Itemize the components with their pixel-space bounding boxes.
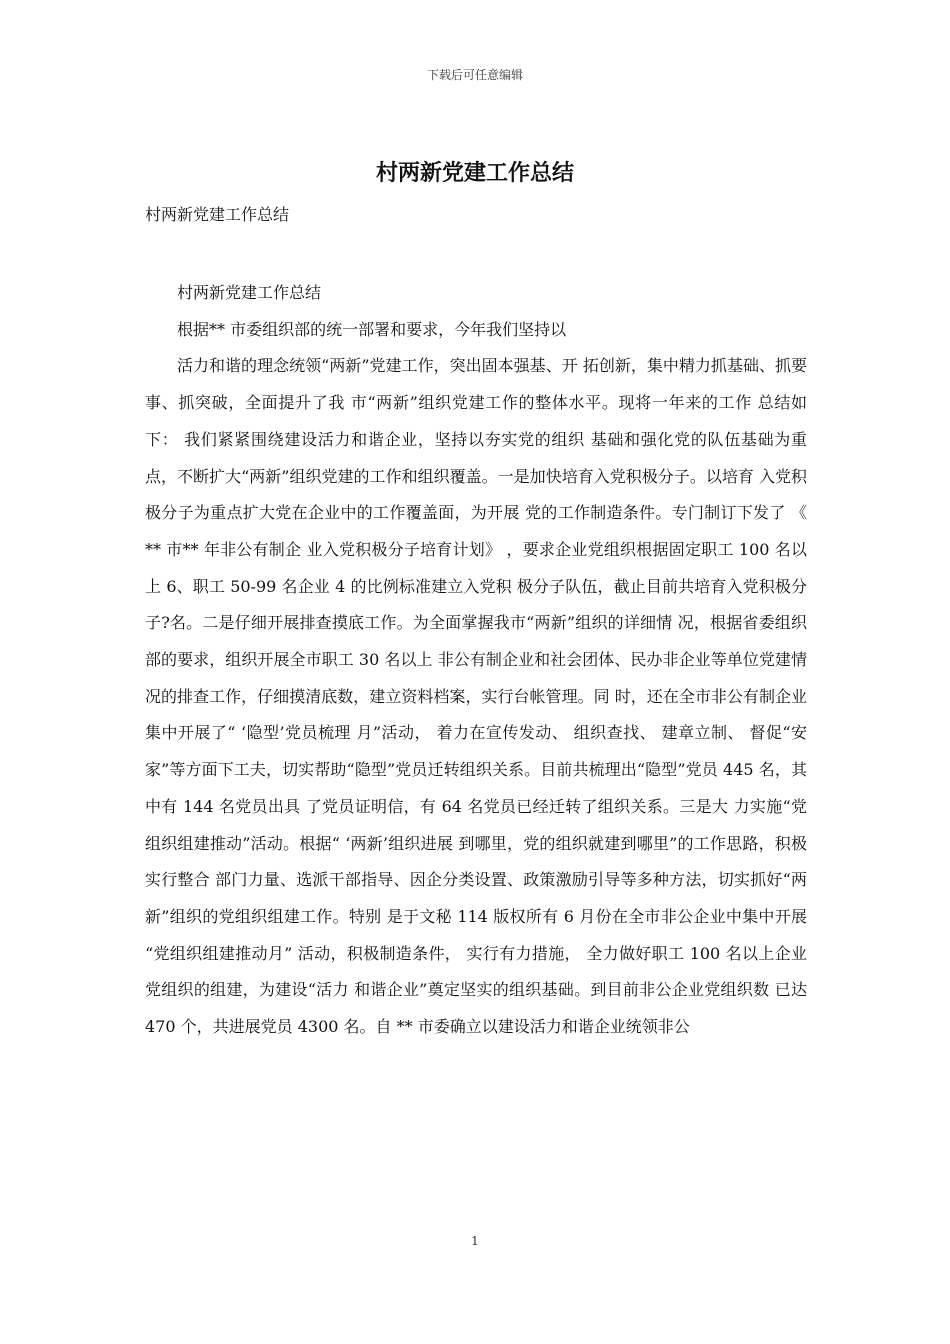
document-title: 村两新党建工作总结: [375, 160, 574, 186]
paragraph-main: 活力和谐的理念统领“两新”党建工作，突出固本强基、开 拓创新，集中精力抓基础、抓要事、抓突破，全面提升了我 市“两新”组织党建工作的整体水平。现将一年来的工作 总结如下： 我们紧紧围绕建设活力和谐企业，坚持以夯实党的组织 基础和强化党的队伍基础为重点，不断扩大“两新”组织党建的工作和组织覆盖。一是加快培育入党积极分子。以培育 入党积极分子为重点扩大党在企业中的工作覆盖面，为开展 党的工作制造条件。专门制订下发了 《 ** 市** 年非公有制企 业入党积极分子培育计划》 ，要求企业党组织根据固定职工 100 名以上 6、职工 50-99 名企业 4 的比例标准建立入党积 极分子队伍，截止目前共培育入党积极分子?名。二是仔细开展排查摸底工作。为全面掌握我市“两新”组织的详细情 况，根据省委组织部的要求，组织开展全市职工 30 名以上 非公有制企业和社会团体、民办非企业等单位党建情况的排查工作，仔细摸清底数，建立资料档案，实行台帐管理。同 时，还在全市非公有制企业集中开展了“ ‘隐型’党员梳理 月”活动， 着力在宣传发动、 组织查找、 建章立制、 督促“安 家”等方面下工夫，切实帮助“隐型”党员迁转组织关系。目前共梳理出“隐型”党员 445 名，其中有 144 名党员出具 了党员证明信，有 64 名党员已经迁转了组织关系。三是大 力实施“党组织组建推动”活动。根据“ ‘两新’组织进展 到哪里，党的组织就建到哪里”的工作思路，积极实行整合 部门力量、选派干部指导、因企分类设置、政策激励引导等多种方法，切实抓好“两新”组织的党组织组建工作。特别 是于文秘 114 版权所有 6 月份在全市非公企业中集中开展 “党组织组建推动月” 活动，积极制造条件， 实行有力措施， 全力做好职工 100 名以上企业党组织的组建，为建设“活力 和谐企业”奠定坚实的组织基础。到目前非公企业党组织数 已达 470 个，共进展党员 4300 名。自 ** 市委确立以建设活力和谐企业统领非公: [145, 356, 807, 1037]
paragraph-intro: 根据** 市委组织部的统一部署和要求，今年我们坚持以: [177, 319, 567, 339]
page-number: 1: [471, 1234, 479, 1248]
document-body: [145, 275, 807, 1046]
paragraph-heading: 村两新党建工作总结: [177, 283, 322, 302]
header-note: 下载后可任意编辑: [426, 68, 523, 82]
document-subtitle: 村两新党建工作总结: [145, 205, 290, 224]
